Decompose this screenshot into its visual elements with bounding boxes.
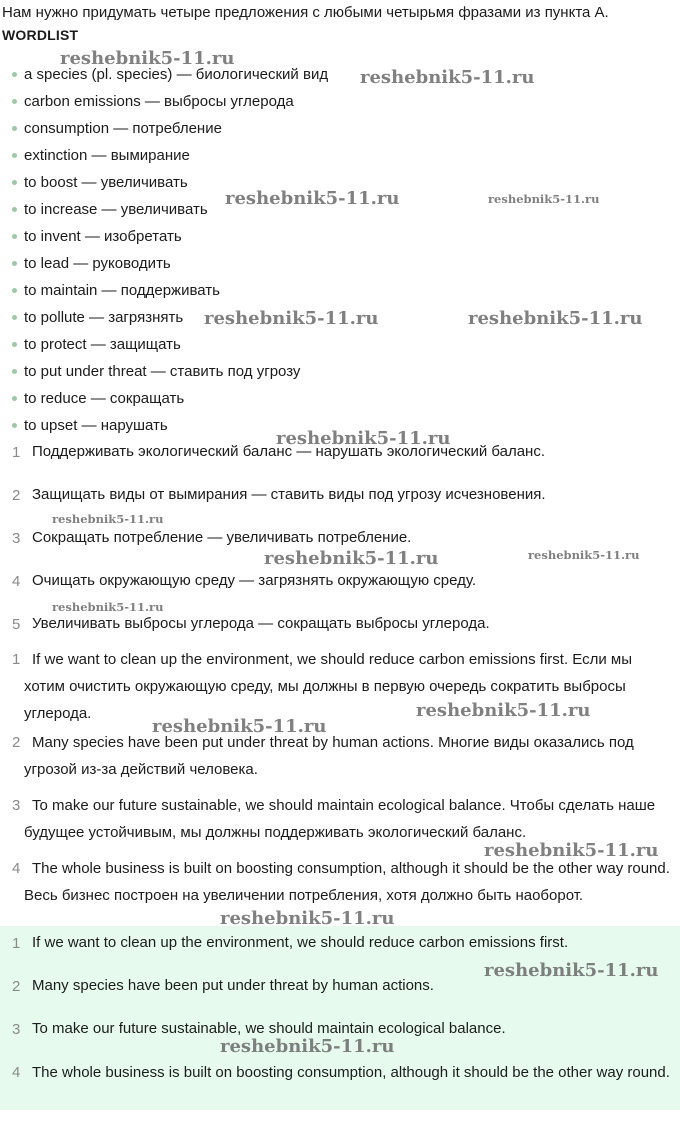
wordlist-item: to increase — увеличивать (12, 199, 208, 221)
wordlist-item: carbon emissions — выбросы углерода (12, 91, 294, 113)
bullet-icon (12, 342, 17, 347)
answer-text: If we want to clean up the environment, we should reduce carbon emissions first. (32, 934, 569, 951)
wordlist-item: consumption — потребление (12, 118, 222, 140)
watermark: reshebnik5-11.ru (204, 308, 379, 329)
bullet-icon (12, 315, 17, 320)
translation-number: 3 (12, 797, 21, 814)
intro-text: Нам нужно придумать четыре предложения с любыми четырьмя фразами из пункта A. (2, 4, 609, 21)
answer-number: 3 (12, 1021, 21, 1038)
watermark: reshebnik5-11.ru (220, 908, 395, 929)
bullet-icon (12, 180, 17, 185)
watermark: reshebnik5-11.ru (528, 548, 640, 562)
wordlist-item: to protect — защищать (12, 334, 181, 356)
watermark: reshebnik5-11.ru (152, 716, 327, 737)
wordlist-item: to invent — изобретать (12, 226, 182, 248)
pair-text: Очищать окружающую среду — загрязнять окружающую среду. (32, 572, 477, 589)
bullet-icon (12, 423, 17, 428)
pair-number: 4 (12, 573, 21, 590)
watermark: reshebnik5-11.ru (52, 600, 164, 614)
wordlist-title: WORDLIST (2, 27, 79, 43)
translation-text: To make our future sustainable, we should maintain ecological balance. Чтобы сделать наше будущее устойчивым, мы должны поддерживать экологический баланс. (24, 797, 656, 841)
watermark: reshebnik5-11.ru (276, 428, 451, 449)
pair-number: 3 (12, 530, 21, 547)
bullet-icon (12, 288, 17, 293)
watermark: reshebnik5-11.ru (468, 308, 643, 329)
pair-text: Поддерживать экологический баланс — нарушать экологический баланс. (32, 443, 546, 460)
watermark: reshebnik5-11.ru (220, 1036, 395, 1057)
bullet-icon (12, 234, 17, 239)
answer-text: The whole business is built on boosting consumption, although it should be the other way round. (32, 1064, 670, 1081)
answer-number: 4 (12, 1064, 21, 1081)
pair-text: Сокращать потребление — увеличивать потребление. (32, 529, 412, 546)
watermark: reshebnik5-11.ru (264, 548, 439, 569)
bullet-icon (12, 72, 17, 77)
bullet-icon (12, 99, 17, 104)
translation-text: The whole business is built on boosting consumption, although it should be the other way round. Весь бизнес построен на увеличении потребления, хотя должно быть наоборот. (24, 860, 670, 904)
watermark: reshebnik5-11.ru (484, 960, 659, 981)
translation-number: 2 (12, 734, 21, 751)
pair-text: Защищать виды от вымирания — ставить виды под угрозу исчезновения. (32, 486, 546, 503)
bullet-icon (12, 153, 17, 158)
wordlist-item: a species (pl. species) — биологический вид (12, 64, 328, 86)
answer-text: To make our future sustainable, we should maintain ecological balance. (32, 1020, 506, 1037)
wordlist-item: to boost — увеличивать (12, 172, 188, 194)
watermark: reshebnik5-11.ru (488, 192, 600, 206)
watermark: reshebnik5-11.ru (484, 840, 659, 861)
watermark: reshebnik5-11.ru (360, 67, 535, 88)
pair-number: 5 (12, 616, 21, 633)
answer-text: Many species have been put under threat by human actions. (32, 977, 434, 994)
wordlist-item: to reduce — сокращать (12, 388, 184, 410)
bullet-icon (12, 207, 17, 212)
wordlist-item: to put under threat — ставить под угрозу (12, 361, 300, 383)
wordlist-item: extinction — вымирание (12, 145, 190, 167)
bullet-icon (12, 396, 17, 401)
answer-number: 1 (12, 935, 21, 952)
translation-number: 4 (12, 860, 21, 877)
wordlist-item: to pollute — загрязнять (12, 307, 183, 329)
translation-number: 1 (12, 651, 21, 668)
wordlist-item: to upset — нарушать (12, 415, 168, 437)
wordlist-item: to lead — руководить (12, 253, 171, 275)
answer-number: 2 (12, 978, 21, 995)
watermark: reshebnik5-11.ru (225, 188, 400, 209)
bullet-icon (12, 369, 17, 374)
bullet-icon (12, 126, 17, 131)
watermark: reshebnik5-11.ru (416, 700, 591, 721)
pair-number: 1 (12, 444, 21, 461)
translation-text: If we want to clean up the environment, we should reduce carbon emissions first. Если мы хотим очистить окружающую среду, мы должны в первую очередь сократить выбросы углерода. (24, 651, 633, 722)
pair-number: 2 (12, 487, 21, 504)
pair-text: Увеличивать выбросы углерода — сокращать выбросы углерода. (32, 615, 490, 632)
translation-text: Many species have been put under threat by human actions. Многие виды оказались под угрозой из-за действий человека. (24, 734, 634, 778)
bullet-icon (12, 261, 17, 266)
watermark: reshebnik5-11.ru (52, 512, 164, 526)
wordlist-item: to maintain — поддерживать (12, 280, 220, 302)
watermark: reshebnik5-11.ru (60, 48, 235, 69)
